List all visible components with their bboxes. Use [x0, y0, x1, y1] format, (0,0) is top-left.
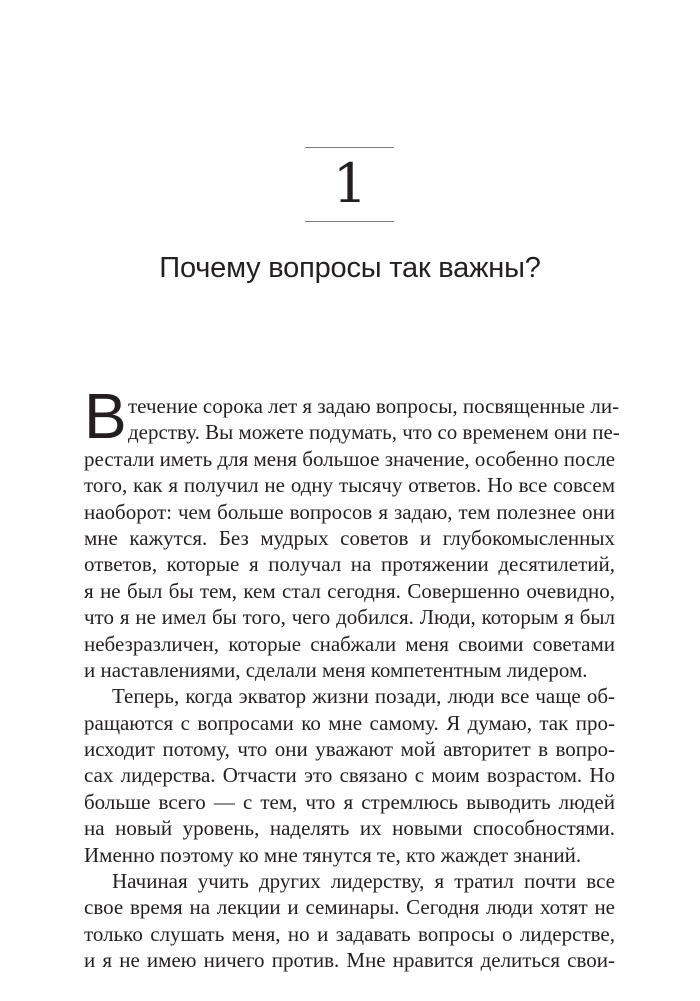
text-line: больше всего — с тем, что я стремлюсь выводить людей: [84, 789, 615, 814]
chapter-rule-top: [305, 147, 394, 148]
text-line: течение сорока лет я задаю вопросы, посвященные ли-: [128, 394, 620, 418]
text-line: небезразличен, которые снабжали меня своими советами: [84, 631, 615, 656]
text-line: Теперь, когда экватор жизни позади, люди все чаще об-: [112, 684, 615, 709]
text-line: сах лидерства. Отчасти это связано с моим возрастом. Но: [84, 763, 615, 788]
text-line: что я не имел бы того, чего добился. Люди, которым я был: [84, 605, 615, 630]
chapter-number: 1: [332, 152, 368, 215]
text-line: и я не имею ничего против. Мне нравится делиться свои-: [84, 948, 615, 973]
text-line: я не был бы тем, кем стал сегодня. Совершенно очевидно,: [84, 578, 615, 603]
text-line: только слушать меня, но и задавать вопросы о лидерстве,: [84, 921, 615, 946]
text-line: исходит потому, что они уважают мой авторитет в вопро-: [84, 737, 615, 762]
body-text: [84, 380, 620, 974]
text-line: Именно поэтому ко мне тянутся те, кто жаждет знаний.: [84, 842, 582, 867]
text-line: ответов, которые я получал на протяжении десятилетий,: [84, 552, 615, 577]
text-line: ращаются с вопросами ко мне самому. Я думаю, так про-: [84, 710, 615, 735]
text-line: того, как я получил не одну тысячу ответов. Но все совсем: [84, 473, 615, 498]
text-line: и наставлениями, сделали меня компетентным лидером.: [84, 657, 588, 682]
chapter-title: Почему вопросы так важны?: [159, 252, 541, 284]
text-line: дерству. Вы можете подумать, что со временем они пе-: [128, 420, 620, 445]
text-line: на новый уровень, наделять их новыми способностями.: [84, 816, 615, 841]
chapter-rule-bottom: [305, 221, 394, 222]
paragraph-3: [84, 868, 615, 974]
text-line: Начиная учить других лидерству, я тратил почти все: [112, 869, 615, 894]
paragraph-1: [84, 393, 620, 683]
drop-cap: В: [84, 380, 127, 452]
text-line: рестали иметь для меня большое значение, особенно после: [84, 446, 616, 471]
paragraph-2: [84, 683, 615, 868]
text-line: свое время на лекции и семинары. Сегодня люди хотят не: [84, 895, 615, 920]
text-line: мне кажутся. Без мудрых советов и глубокомысленных: [84, 525, 615, 550]
text-line: наоборот: чем больше вопросов я задаю, тем полезнее они: [84, 499, 615, 524]
